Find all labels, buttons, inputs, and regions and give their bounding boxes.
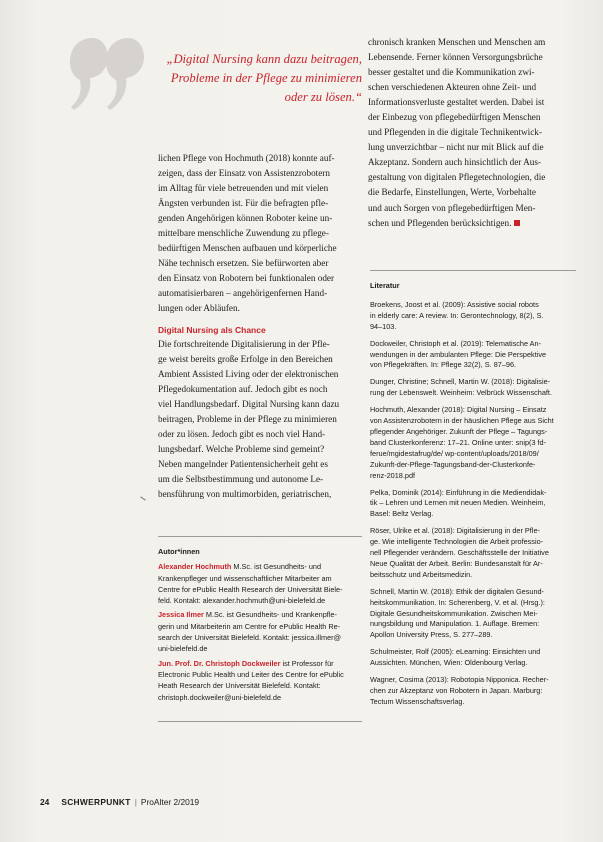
body-line: bedürftigen Menschen aufbauen und körperliche — [158, 243, 337, 254]
body-line: Informationsverluste gestaltet werden. Dabei ist — [368, 97, 545, 108]
author-text: ist Professor für — [280, 658, 334, 668]
author-line: feld. Kontakt: alexander.hochmuth@uni-bielefeld.de — [158, 596, 326, 606]
literature-line: in elderly care: A review. In: Gerontechnology, 8(2), S. — [370, 310, 544, 320]
body-line: viel Handlungsbedarf. Digital Nursing kann dazu — [158, 398, 340, 409]
body-line: Pflegedokumentation auf. Jedoch gibt es noch — [158, 383, 328, 394]
body-line: und Pflegenden in die digitale Technikentwick- — [368, 127, 542, 138]
section-name: SCHWERPUNKT — [61, 797, 131, 807]
body-line: bensführung von multimorbiden, geriatrischen, — [158, 488, 332, 499]
literature-line: wendungen in der ambulanten Pflege: Die Perspektive — [370, 349, 547, 359]
body-line: ge weist bereits große Erfolge in den Bereichen — [158, 353, 333, 364]
end-of-article-icon — [514, 220, 520, 226]
author-name: Alexander Hochmuth — [158, 562, 232, 572]
author-line: Krankenpfleger und wissenschaftlicher Mitarbeiter am — [158, 573, 332, 583]
body-line-text: schen und Pflegenden berücksichtigen. — [368, 217, 512, 228]
authors-divider-top — [158, 536, 362, 537]
body-line: Akzeptanz. Sondern auch hinsichtlich der Aus- — [368, 157, 541, 168]
pull-quote-line: „Digital Nursing kann dazu beitragen, — [166, 52, 362, 66]
body-line: Nähe technisch ersetzen. Sie befürworten aber — [158, 258, 329, 269]
body-line: besser gestaltet und die Kommunikation zwi- — [368, 67, 535, 78]
body-line: Neben mangelnder Patientensicherheit geht es — [158, 458, 328, 469]
author-line — [158, 561, 362, 572]
page-footer — [40, 797, 199, 807]
literature-line: renz-2018.pdf — [370, 470, 416, 480]
body-line: und auch Sorgen von pflegebedürftigen Men- — [368, 202, 536, 213]
right-text-column — [368, 35, 574, 231]
quotation-marks-icon — [60, 30, 150, 120]
body-line: genden Angehörigen können Roboter keine un- — [158, 213, 333, 224]
body-line: im Alltag für viele betreuenden und mit vielen — [158, 183, 329, 194]
literature-entry — [370, 675, 576, 708]
page-number: 24 — [40, 797, 50, 807]
literature-entry — [370, 647, 576, 669]
author-name: Jun. Prof. Dr. Christoph Dockweiler — [158, 658, 281, 668]
literature-line: Hochmuth, Alexander (2018): Digital Nursing – Einsatz — [370, 405, 547, 415]
literature-entry — [370, 587, 576, 642]
literature-entry — [370, 339, 576, 372]
body-line: der Einbezug von pflegebedürftigen Menschen — [368, 112, 541, 123]
body-line: lung unverzichtbar – nicht nur mit Blick auf die — [368, 142, 544, 153]
author-line — [158, 658, 362, 669]
author-text: M.Sc. ist Gesundheits- und Krankenpfle- — [203, 610, 337, 620]
body-line: chronisch kranken Menschen und Menschen am — [368, 37, 546, 47]
literature-line: Dunger, Christine; Schnell, Martin W. (2018): Digitalisie- — [370, 377, 551, 387]
literature-line: Zukunft-der-Pflege-Tagungsband-der-Clusterkonfe- — [370, 459, 536, 469]
author-name: Jessica Ilmer — [158, 610, 204, 620]
section-subheading: Digital Nursing als Chance — [158, 324, 266, 335]
literature-divider — [370, 270, 576, 271]
literature-line: chen zur Akzeptanz von Robotern in Japan. Marburg: — [370, 686, 543, 695]
body-line: die Bedarfe, Einstellungen, Werte, Vorbehalte — [368, 187, 536, 198]
footer-separator: | — [134, 797, 137, 807]
literature-line: von Pflegekräften. In: Pflege 32(2), S. 87–96. — [370, 360, 517, 370]
author-text: M.Sc. ist Gesundheits- und — [231, 562, 322, 572]
literature-entry — [370, 488, 576, 521]
author-entry — [158, 561, 362, 606]
literature-line: ferue/mgidestafrug/de/ wp-content/uploads/2018/09/ — [370, 448, 539, 458]
body-line: um die Selbstbestimmung und autonome Le- — [158, 473, 324, 484]
literature-entry — [370, 405, 576, 481]
author-line — [158, 609, 362, 620]
publication-name: ProAlter 2/2019 — [140, 797, 200, 807]
literature-line: Aussichten. München, Wien: Oldenbourg Verlag. — [370, 658, 528, 668]
literature-entry — [370, 377, 576, 399]
body-line: lichen Pflege von Hochmuth (2018) konnte auf- — [158, 153, 335, 163]
pull-quote-line: Probleme in der Pflege zu minimieren — [170, 71, 362, 85]
author-entry — [158, 609, 362, 654]
author-line: Heath Research der Universität Bielefeld. Kontakt: — [158, 681, 321, 691]
literature-entry — [370, 526, 576, 581]
scan-mark — [140, 496, 145, 500]
author-line: gerin und Mitarbeiterin am Centre for ePublic Health Re- — [158, 621, 341, 631]
literature-line: Dockweiler, Christoph et al. (2019): Telematische An- — [370, 338, 542, 348]
literature-line: ge. Wie intelligente Technologien die Arbeit professio- — [370, 537, 544, 547]
author-line: uni-bielefeld.de — [158, 644, 208, 654]
author-line: christoph.dockweiler@uni-bielefeld.de — [158, 692, 282, 702]
body-line: gestaltung von digitalen Pflegetechnologien, die — [368, 172, 546, 183]
literature-line: Digitale Gesundheitskommunikation. Zwischen Mei- — [370, 608, 538, 618]
literature-line: nungsbildung und Manipulation. 1. Auflage. Bremen: — [370, 619, 540, 629]
author-line: Electronic Public Health und Leiter des Centre for ePublic — [158, 669, 344, 679]
body-line: zeigen, dass der Einsatz von Assistenzrobotern — [158, 168, 330, 179]
literature-line: tik – Lehren und Lernen mit neuen Medien. Weinheim, — [370, 498, 546, 508]
body-line: mittelbare menschliche Zuwendung zu pflege- — [158, 228, 329, 239]
literature-line: Pelka, Dominik (2014): Einführung in die Mediendidak- — [370, 487, 547, 497]
literature-section — [370, 281, 576, 714]
literature-line: heitskommunikation. In: Scherenberg, V. et al. (Hrsg.): — [370, 597, 545, 607]
literature-line: Schulmeister, Rolf (2005): eLearning: Einsichten und — [370, 647, 541, 657]
literature-line: Broekens, Joost et al. (2009): Assistive social robots — [370, 299, 539, 309]
authors-divider-bottom — [158, 721, 362, 722]
body-line: den Einsatz von Robotern bei funktionalen oder — [158, 273, 335, 284]
pull-quote-line: oder zu lösen.“ — [284, 90, 362, 104]
literature-line: Schnell, Martin W. (2018): Ethik der digitalen Gesund- — [370, 586, 544, 596]
body-line: automatisierbaren – angehörigenfernen Hand- — [158, 288, 328, 299]
literature-line: Neue Qualität der Arbeit. Berlin: Bundesanstalt für Ar- — [370, 558, 543, 568]
author-entry — [158, 658, 362, 703]
literature-line: Tectum Wissenschaftsverlag. — [370, 696, 465, 706]
body-line: oder zu lösen. Jedoch gibt es noch viel Hand- — [158, 428, 326, 439]
literature-line: band Clusterkonferenz: 17–21. Online unter: snip(3 fd- — [370, 437, 547, 447]
left-text-column — [158, 151, 362, 502]
literature-line: pflegender Angehöriger. Zukunft der Pflege – Tagungs- — [370, 426, 548, 436]
body-line: schen verschiedenen Akteuren ohne Zeit- und — [368, 82, 537, 93]
literature-heading: Literatur — [370, 281, 400, 290]
body-line — [368, 216, 574, 231]
author-line: Centre for ePublic Health Research der Universität Biele- — [158, 584, 343, 594]
literature-line: Apollon University Press, S. 277–289. — [370, 630, 493, 640]
literature-entry — [370, 300, 576, 333]
literature-line: rung der Lebenswelt. Weinheim: Velbrück Wissenschaft. — [370, 388, 552, 398]
author-line: search der Universität Bielefeld. Kontakt: jessica.illmer@ — [158, 633, 342, 643]
body-line: Ängsten verbunden ist. Für die befragten pfle- — [158, 198, 329, 209]
literature-line: nell Pflegender verändern. Geschäftsstelle der Initiative — [370, 548, 549, 558]
body-line: Ambient Assisted Living oder der elektronischen — [158, 368, 339, 379]
literature-line: beitsschutz und Arbeitsmedizin. — [370, 569, 473, 579]
body-line: Lebensende. Ferner können Versorgungsbrüche — [368, 52, 543, 63]
body-line: beitragen, Probleme in der Pflege zu minimieren — [158, 413, 337, 424]
authors-box — [158, 546, 362, 703]
literature-line: 94–103. — [370, 321, 397, 331]
pull-quote — [150, 50, 362, 107]
body-line: lungsbedarf. Welche Probleme sind gemeint? — [158, 443, 325, 454]
literature-line: Röser, Ulrike et al. (2018): Digitalisierung in der Pfle- — [370, 526, 540, 536]
body-line: lungen oder Abläufen. — [158, 303, 240, 314]
authors-heading: Autor*innen — [158, 547, 200, 556]
literature-line: Wagner, Cosima (2013): Robotopia Nipponica. Recher- — [370, 675, 549, 685]
literature-line: Basel: Beltz Verlag. — [370, 509, 434, 519]
body-line: Die fortschreitende Digitalisierung in der Pfle- — [158, 338, 330, 349]
literature-line: von Assistenzrobotern in der häuslichen Pflege aus Sicht — [370, 416, 554, 426]
